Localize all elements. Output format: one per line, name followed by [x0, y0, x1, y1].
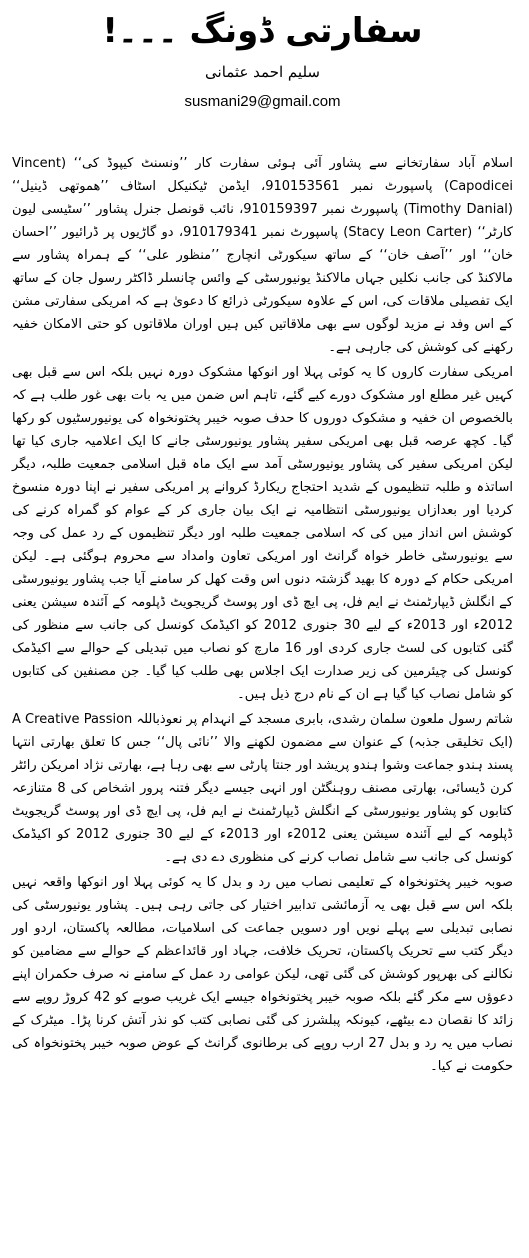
article-title: سفارتی ڈونگ ۔۔۔! [102, 11, 423, 51]
article-body [12, 152, 513, 1078]
author-email[interactable]: susmani29@gmail.com [184, 93, 341, 110]
article-paragraph: صوبہ خیبر پختونخواہ کے تعلیمی نصاب میں رد و بدل کا یہ کوئی پہلا اور انوکھا واقعہ نہیں بلکہ اس سے قبل بھی یہ آزمائشی تدابیر اختیار کی جاتی رہی ہیں۔ پشاور یونیورسٹی کی نصابی تبدیلی سے پہلے نویں اور دسویں جماعت کی اسلامیات، مطالعہ پاکستان، اردو اور دیگر کتب سے تحریک پاکستان، تحریک خلافت، جہاد اور قائداعظم کے حوالے سے مضامین کو نکالنے کی بھرپور کوشش کی گئی تھی، لیکن عوامی رد عمل کے سامنے نہ صرف حکمران اپنے دعوؤں سے مکر گئے بلکہ صوبہ خیبر پختونخواہ جیسے ایک غریب صوبے کو 42 کروڑ روپے سے زائد کا نقصان دے بیٹھے، کیونکہ پبلشرز کی گئی نصابی کتب کو نذر آتش کرنا پڑا۔ میٹرک کے نصاب میں یہ رد و بدل 27 ارب روپے کی برطانوی گرانٹ کے عوض صوبہ خیبر پختونخواہ کی حکومت نے کیا۔ [12, 875, 514, 1074]
article-paragraph: شاتم رسول ملعون سلمان رشدی، بابری مسجد کے انہدام پر نعوذباللہ A Creative Passion (ایک تخلیقی جذبہ) کے عنوان سے مضمون لکھنے والا ’’نائی پال‘‘ جس کا تعلق بھارتی انتہا پسند ہندو جماعت وشوا ہندو پریشد اور جنتا پارٹی سے بھی رہا ہے، بھارتی نژاد امریکن رائٹر کرن ڈیسائی، بھارتی مصنف روہنگٹن اور انہی جیسے دیگر فتنہ پرور اشخاص کی 8 متنازعہ کتابوں کو پشاور یونیورسٹی کے انگلش ڈیپارٹمنٹ نے ایم فل، پی ایچ ڈی اور پوسٹ گریجویٹ ڈپلومہ کے لیے آئندہ سیشن یعنی 2012ء اور 2013ء کے لیے 30 جنوری 2012 کو اکیڈمک کونسل کی جانب سے شامل نصاب کرنے کی منظوری دے دی ہے۔ [12, 712, 514, 865]
article-paragraph: امریکی سفارت کاروں کا یہ کوئی پہلا اور انوکھا مشکوک دورہ نہیں بلکہ اس سے قبل بھی کہیں غیر مطلع اور مشکوک دورے کیے گئے، تاہم اس ضمن میں یہ بات بھی غور طلب ہے کہ بالخصوص ان خفیہ و مشکوک دوروں کا حدف صوبہ خیبر پختونخواہ کی یونیورسٹیوں کو رکھا گیا۔ کچھ عرصہ قبل بھی امریکی سفیر پشاور یونیورسٹی جانے کا ایک اعلامیہ جاری کیا تھا لیکن امریکی سفیر کی پشاور یونیورسٹی آمد سے ایک ماہ قبل اسلامی جمعیت طلبہ، دیگر اساتذہ و طلبہ تنظیموں کے شدید احتجاج ریکارڈ کروانے پر امریکی سفیر نے اپنا دورہ منسوخ کردیا اور بعدازاں یونیورسٹی انتظامیہ نے ایک بیان جاری کر کے عوام کو گمراہ کرنے کی کوشش اس انداز میں کی کہ اسلامی جمعیت طلبہ اور دیگر تنظیموں کے رد عمل کی وجہ سے یونیورسٹی خاطر خواہ گرانٹ اور امریکی تعاون وامداد سے محروم ہوگئی ہے۔ لیکن امریکی حکام کے دورہ کا بھید گزشتہ دنوں اس وقت کھل کر سامنے آیا جب پشاور یونیورسٹی کے انگلش ڈیپارٹمنٹ نے ایم فل، پی ایچ ڈی اور پوسٹ گریجویٹ ڈپلومہ کے آئندہ سیشن یعنی 2012ء اور 2013ء کے لیے 30 جنوری 2012 کو اکیڈمک کونسل کی جانب سے منظور کی گئی کتابوں کی لسٹ جاری کردی اور 16 مارچ کو نصاب میں تبدیلی کے حوالے سے اکیڈمک کونسل کی چیئرمین کی زیر صدارت ایک اجلاس بھی طلب کیا گیا۔ جن مصنفین کی کتابوں کو شامل نصاب کیا گیا ہے ان کے نام درج ذیل ہیں۔ [12, 365, 514, 702]
article-paragraph: اسلام آباد سفارتخانے سے پشاور آئی ہوئی سفارت کار ’’ونسنٹ کیپوڈ کی‘‘ (Vincent Capodicei) پاسپورٹ نمبر 910153561، ایڈمن ٹیکنیکل اسٹاف ’’ھموتھی ڈینیل‘‘ (Timothy Danial) پاسپورٹ نمبر 910159397، نائب قونصل جنرل پشاور ’’سٹیسی لیون کارٹر‘‘ (Stacy Leon Carter) پاسپورٹ نمبر 910179341، دو گاڑیوں پر ڈرائیور ’’احسان خان‘‘ اور ’’آصف خان‘‘ کے ساتھ سیکورٹی انچارج ’’منظور علی‘‘ کے ہمراہ پشاور سے مالاکنڈ کی جانب نکلیں جہاں مالاکنڈ یونیورسٹی کے وائس چانسلر ڈاکٹر رسول جان کے ساتھ ایک تفصیلی ملاقات کی، اس کے علاوہ سیکورٹی ذرائع کا دعویٰ ہے کہ امریکی سفارتی مشن کے اس وفد نے مزید لوگوں سے بھی ملاقاتیں کیں ہیں اوران ملاقاتوں کو حتی الامکان خفیہ رکھنے کی کوشش کی جارہی ہے۔ [12, 156, 513, 355]
author-name: سلیم احمد عثمانی [205, 63, 320, 81]
